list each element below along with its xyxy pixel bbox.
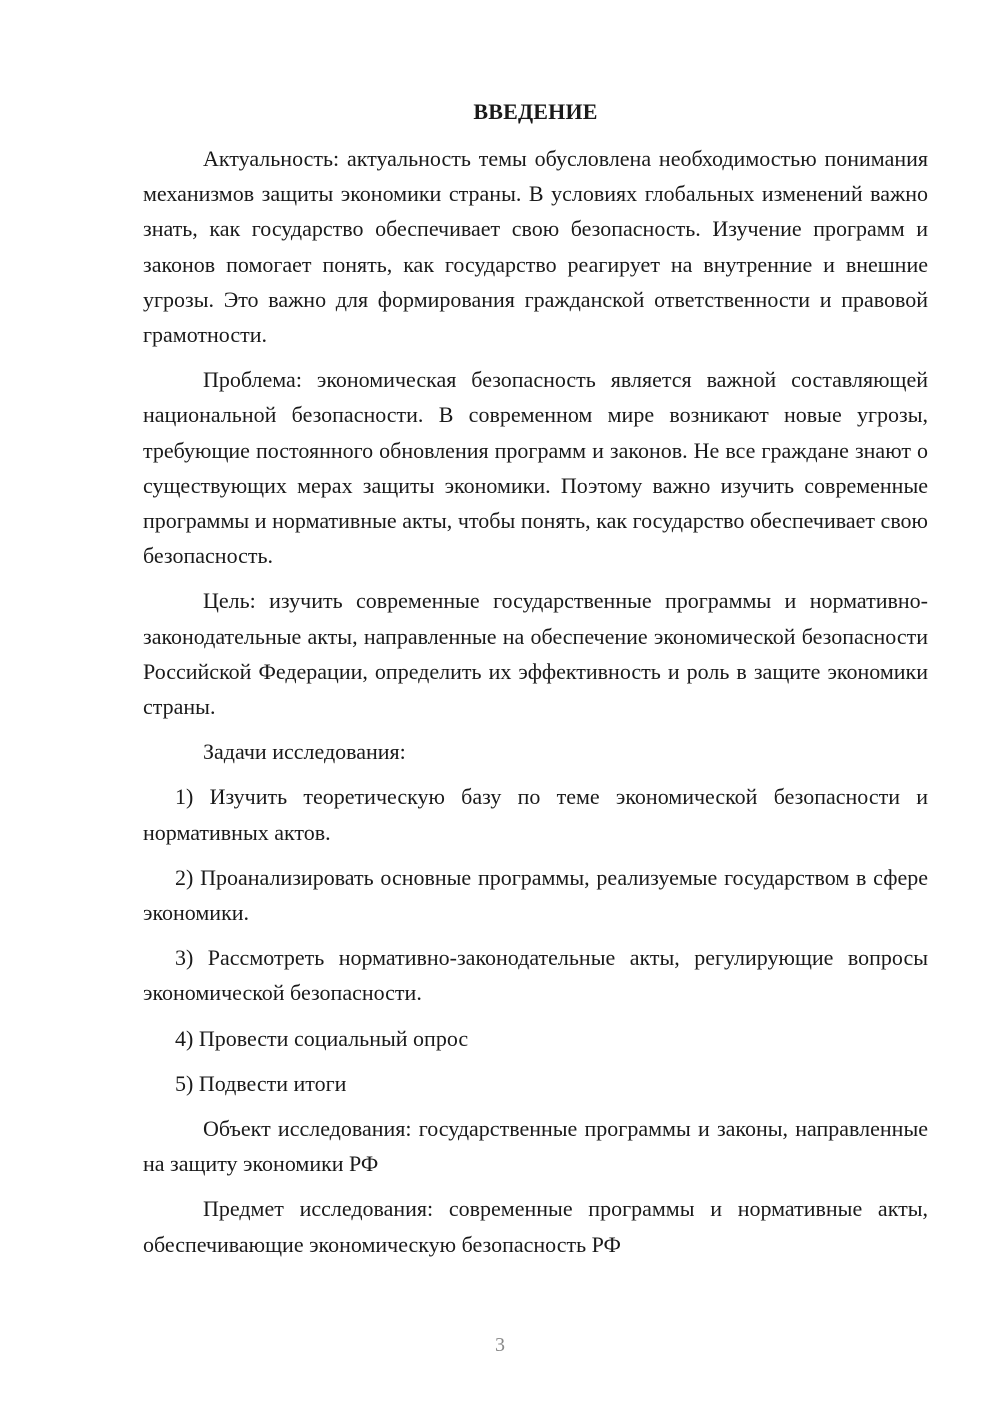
page-body — [143, 94, 928, 1272]
task-item-1: 1) Изучить теоретическую базу по теме экономической безопасности и нормативных актов. — [143, 784, 928, 845]
task-item-4: 4) Провести социальный опрос — [175, 1025, 469, 1051]
research-subject-paragraph: Предмет исследования: современные программы и нормативные акты, обеспечивающие экономическую безопасность РФ — [143, 1196, 928, 1257]
page-number: 3 — [495, 1334, 505, 1356]
goal-paragraph: Цель: изучить современные государственные программы и нормативно-законодательные акты, направленные на обеспечение экономической безопасности Российской Федерации, определить их эффективность и роль в защите экономики страны. — [143, 588, 928, 720]
problem-paragraph: Проблема: экономическая безопасность является важной составляющей национальной безопасности. В современном мире возникают новые угрозы, требующие постоянного обновления программ и законов. Не все граждане знают о существующих мерах защиты экономики. Поэтому важно изучить современные программы и нормативные акты, чтобы понять, как государство обеспечивает свою безопасность. — [143, 367, 928, 569]
task-item-3: 3) Рассмотреть нормативно-законодательные акты, регулирующие вопросы экономической безопасности. — [143, 945, 928, 1006]
page-title: ВВЕДЕНИЕ — [473, 99, 598, 124]
tasks-heading: Задачи исследования: — [203, 739, 406, 765]
relevance-paragraph: Актуальность: актуальность темы обусловлена необходимостью понимания механизмов защиты экономики страны. В условиях глобальных изменений важно знать, как государство обеспечивает свою безопасность. Изучение программ и законов помогает понять, как государство реагирует на внутренние и внешние угрозы. Это важно для формирования гражданской ответственности и правовой грамотности. — [143, 146, 928, 348]
task-item-2: 2) Проанализировать основные программы, реализуемые государством в сфере экономики. — [143, 864, 928, 926]
tasks-list — [143, 779, 928, 1101]
task-item-5: 5) Подвести итоги — [175, 1070, 347, 1096]
research-object-paragraph: Объект исследования: государственные программы и законы, направленные на защиту экономики РФ — [143, 1116, 928, 1177]
